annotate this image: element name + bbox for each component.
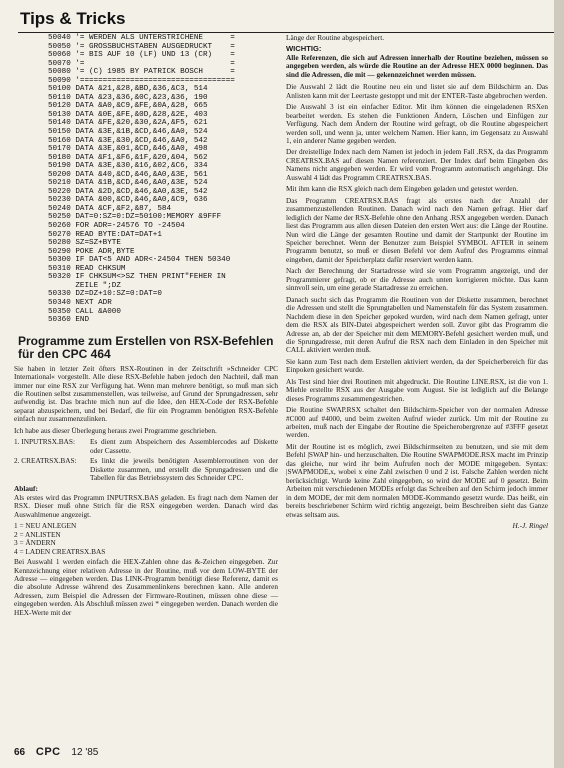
article-body-right bbox=[286, 34, 548, 530]
listing-line: 50320 IF CHKSUM<>SZ THEN PRINT"FEHER IN bbox=[48, 273, 226, 282]
listing-line: 50350 CALL &A000 bbox=[48, 307, 121, 316]
section-header bbox=[18, 6, 554, 33]
listing-line: 50190 DATA &3E,&30,&16,&02,&C6, 334 bbox=[48, 162, 208, 171]
article-title: Programme zum Erstellen von RSX-Befehlen für den CPC 464 bbox=[18, 333, 274, 361]
program-item-1 bbox=[14, 438, 278, 455]
listing-line: 50160 DATA &3E,&30,&CD,&46,&A0, 542 bbox=[48, 136, 208, 145]
menu-option: 1 = NEU ANLEGEN bbox=[14, 521, 77, 531]
paragraph: Danach sucht sich das Programm die Routinen von der Diskette zusammen, berechnet die Adressen und stellt die Sprungtabellen und Namenstafeln für das System zusammen. Nachdem diese in den Speicher gepoked wurden, wird nach dem Namen gefragt, unter dem die RSX als BIN-Datei abgespeichert werden soll. Zuvor gibt das Programm die Adresse an, ab der der Speicher mit dem MEMORY-Befehl gesichert werden muß, und die Sprungadresse, mit deren Aufruf die RSX nach dem Einladen in den Speicher mit CALL aktiviert werden muß. bbox=[286, 294, 548, 355]
listing-line: 50260 FOR ADR=-24576 TO -24504 bbox=[48, 222, 185, 231]
paragraph: Mit der Routine ist es möglich, zwei Bildschirmseiten zu benutzen, und sie mit dem Befehl |SWAP hin- und herzuschalten. Die Routine SWAPMODE.RSX macht im Prinzip das gleiche, nur wird ihr beim Aufrufen noch der MODE mitgegeben. Syntax: |SWAPMODE,x, wobei x eine Zahl zwischen 0 und 2 ist. Falsche Zahlen werden nicht berücksichtigt. Wurde keine Zahl eingegeben, so wird der MODE auf 0 gesetzt. Beim Arbeiten mit verschiedenen MODEs erfolgt das Schreiben auf den Schirm jedoch immer in dem MODE, der mit dem normalen MODE-Kommando gesetzt wurde. Das heißt, ein bereits beschriebener Schirm wird richtig angezeigt, beim Beschreiben sieht das Ganze etwas seltsam aus. bbox=[286, 441, 548, 519]
paragraph: Sie kann zum Test nach dem Erstellen aktiviert werden, da der Speicherbereich für das Einpoken gesichert wurde. bbox=[286, 356, 548, 375]
listing-line: 50090 '================================== bbox=[48, 76, 235, 85]
intro-paragraph-2: Ich habe aus dieser Überlegung heraus zwei Programme geschrieben. bbox=[14, 425, 217, 435]
listing-line: 50220 DATA &2D,&CD,&46,&A0,&3E, 542 bbox=[48, 187, 208, 196]
listing-line: 50180 DATA &F1,&F6,&1F,&20,&04, 562 bbox=[48, 153, 208, 162]
listing-line: 50080 '= (C) 1985 BY PATRICK BOSCH = bbox=[48, 68, 235, 77]
listing-line: 50140 DATA &FE,&20,&30,&2A,&F5, 621 bbox=[48, 119, 208, 128]
menu-option: 3 = ÄNDERN bbox=[14, 538, 56, 548]
right-start-paragraph: Länge der Routine abgespeichert. bbox=[286, 33, 385, 42]
left-end-paragraph: Bei Auswahl 1 werden einfach die HEX-Zahlen ohne das &-Zeichen eingegeben. Zur Kennzeichnung einer relativen Adresse in der Routine, muß vor dem LOW-BYTE der Adresse — eingegeben werden. Das LINK-Programm benötigt diese Referenz, damit es die absolute Adresse während des Zusammenlinkens berechnen kann. Alle anderen Adressen, zum Beispiel die Adressen der Firmware-Routinen, müssen ohne diese — eingegeben werden. Als Abschluß müssen zwei * eingegeben werden. Danach werden die HEX-Werte mit der bbox=[14, 557, 278, 617]
listing-line: 50210 DATA &1B,&CD,&46,&A0,&3E, 524 bbox=[48, 179, 208, 188]
paragraph: Nach der Berechnung der Startadresse wird sie vom Programm angezeigt, und der Programmierer gefragt, ob er die Adresse auch unten korrigieren möchte. Das kann sinnvoll sein, um eine gerade Startadresse zu erreichen. bbox=[286, 266, 548, 293]
listing-line: 50340 NEXT ADR bbox=[48, 298, 112, 307]
listing-line: 50240 DATA &CF,&F2,&87, 584 bbox=[48, 204, 172, 213]
basic-listing bbox=[48, 34, 278, 325]
listing-line: 50250 DAT=0:SZ=0:DZ=50100:MEMORY &9FFF bbox=[48, 213, 222, 222]
menu-list bbox=[14, 522, 278, 556]
listing-line: 50200 DATA &40,&CD,&46,&A0,&3E, 561 bbox=[48, 170, 208, 179]
paragraph: Als Test sind hier drei Routinen mit abgedruckt. Die Routine LINE.RSX, ist die von 1. Miehle erstellte RSX aus der Ausgabe vom August. Sie ist lediglich auf die Belange dieses Programms zusammengestrichen. bbox=[286, 376, 548, 403]
article-body-left bbox=[14, 365, 278, 618]
ablauf-heading: Ablauf: bbox=[14, 484, 38, 494]
program-item-key: 1. INPUTRSX.BAS: bbox=[14, 437, 76, 447]
listing-line: 50120 DATA &A0,&C9,&FE,&0A,&28, 665 bbox=[48, 102, 208, 111]
listing-line: 50330 DZ=DZ+10:SZ=0:DAT=0 bbox=[48, 290, 162, 299]
listing-line: 50300 IF DAT<5 AND ADR<-24504 THEN 50340 bbox=[48, 256, 231, 265]
ablauf-paragraph: Als erstes wird das Programm INPUTRSX.BAS geladen. Es fragt nach dem Namen der RSX. Dieser muß ohne Strich für die RSX eingegeben werden. Danach wird das Auswahlmenue angezeigt. bbox=[14, 492, 278, 519]
listing-line: 50070 '= = bbox=[48, 59, 235, 68]
paragraph: Die Routine SWAP.RSX schaltet den Bildschirm-Speicher von der normalen Adresse #C000 auf #4000, und beim zweiten Aufruf wieder zurück. Um mit der Routine zu arbeiten, muß nach der Eingabe der Routine die Speicherobergrenze auf #3FFF gesetzt werden. bbox=[286, 405, 548, 440]
listing-line: 50270 READ BYTE:DAT=DAT+1 bbox=[48, 230, 162, 239]
listing-line: 50170 DATA &3E,&01,&CD,&46,&A0, 498 bbox=[48, 145, 208, 154]
author-signature: H.-J. Ringel bbox=[512, 521, 548, 531]
paragraph: Die Auswahl 3 ist ein einfacher Editor. Mit ihm können die eingeladenen RSXen bearbeitet werden. Es stehen die Funktionen Ändern, Löschen und Einfügen zur Verfügung. Nach dem Ändern der Routine wird gefragt, ob die Routine abgespeichert werden soll, und wenn ja, unter welchem Namen. Hier kann, im Gegensatz zu Auswahl 1, ein anderer Name gegeben werden. bbox=[286, 102, 548, 145]
paragraph: Das Programm CREATRSX.BAS fragt als erstes nach der Anzahl der zusammenzustellenden Routinen. Danach wird nach den Namen gefragt. Hier darf lediglich der Name der RSX-Befehle ohne den Anhang .RSX angegeben werden. Danach liest das Programm aus allen diesen Dateien den ersten Wert aus: die Länge der Routine. Nun wird die Länge der gesamten Routine und damit der Startpunkt der Routine im Speicher berechnet. Wenn der Benutzer zum Beispiel SYMBOL AFTER in seinem Programm benutzt, so muß er diesen Befehl vor dem Aufruf des Programms einmal eingeben, damit der Speicherplatz dafür reserviert werden kann. bbox=[286, 195, 548, 264]
listing-line: 50310 READ CHKSUM bbox=[48, 264, 126, 273]
program-item-text: Es linkt die jeweils benötigten Assemblerroutinen von der Diskette zusammen, und erstellt die Sprungadressen und die Tabellen für das Betriebssystem des Schneider CPC. bbox=[90, 456, 278, 483]
program-item-text: Es dient zum Abspeichern des Assemblercodes auf Diskette oder Cassette. bbox=[90, 437, 278, 455]
page-number: 66 bbox=[14, 747, 26, 758]
listing-line: 50050 '= GROSSBUCHSTABEN AUSGEDRUCKT = bbox=[48, 42, 235, 51]
right-column bbox=[286, 34, 548, 530]
listing-line: 50150 DATA &3E,&1B,&CD,&46,&A0, 524 bbox=[48, 128, 208, 137]
listing-line: 50100 DATA &21,&28,&BD,&36,&C3, 514 bbox=[48, 85, 208, 94]
warning-heading: WICHTIG: bbox=[286, 44, 322, 54]
paragraph: Der dreistellige Index nach dem Namen ist jedoch in jedem Fall .RSX, da das Programm CREATRSX.BAS auf diesen Namen referenziert. Der Index darf beim Eingeben des Namens nicht angegeben werden. Er wird vom Programm automatisch angehängt. Die Auswahl 4 lädt das Programm CREATRSX.BAS. bbox=[286, 147, 548, 182]
magazine-logo: CPC bbox=[35, 746, 61, 758]
listing-line: 50130 DATA &0E,&FE,&0D,&28,&2E, 403 bbox=[48, 110, 208, 119]
program-item-key: 2. CREATRSX.BAS: bbox=[14, 456, 77, 466]
paragraph: Die Auswahl 2 lädt die Routine neu ein und listet sie auf dem Bildschirm an. Das Anlisten kann mit der Leertaste gestoppt und mit der ENTER-Taste abgebrochen werden. bbox=[286, 82, 548, 100]
section-title: Tips & Tricks bbox=[20, 9, 126, 28]
listing-line: 50290 POKE ADR,BYTE bbox=[48, 247, 135, 256]
listing-line: 50110 DATA &23,&36,&0C,&23,&36, 190 bbox=[48, 93, 208, 102]
left-column bbox=[14, 34, 278, 620]
page-edge-strip bbox=[554, 0, 564, 768]
menu-option: 2 = ANLISTEN bbox=[14, 529, 61, 539]
program-item-2 bbox=[14, 457, 278, 482]
listing-line: 50360 END bbox=[48, 316, 90, 325]
issue-date: 12 '85 bbox=[71, 747, 99, 758]
menu-option: 4 = LADEN CREATRSX.BAS bbox=[14, 546, 106, 556]
listing-line: 50280 SZ=SZ+BYTE bbox=[48, 239, 121, 248]
warning-text: Alle Referenzen, die sich auf Adressen innerhalb der Routine beziehen, müssen so angegeben werden, als würde die Routine an der Adresse HEX 0000 beginnen. Das sind die Adressen, die mit — gekennzeichnet werden müssen. bbox=[286, 52, 548, 79]
listing-line: 50040 '= WERDEN ALS UNTERSTRICHENE = bbox=[48, 34, 235, 42]
intro-paragraph: Sie haben in letzter Zeit öfters RSX-Routinen in der Zeitschrift »Schneider CPC International« vorgestellt. Alle diese RSX-Befehle haben jedoch den Nachteil, daß man immer nur eine RSX zur Verfügung hat. Wenn man mehrere benötigt, so muß man sich die Routinen selbst zusammenstellen, was teilweise, auf Grund der Sprungadressen, sehr aufwendig ist. Das brachte mich nun auf die Idee, den HEX-Code der RSX-Befehle separat abzuspeichern, und bei Bedarf, die für ein Programm benötigten RSX-Befehle einfach nur zusammenzulinken. bbox=[14, 363, 278, 424]
paragraph: Mit ihm kann die RSX gleich nach dem Eingeben geladen und getestet werden. bbox=[286, 184, 519, 194]
page-footer bbox=[14, 746, 98, 758]
listing-line: 50060 '= BIS AUF 10 (LF) UND 13 (CR) = bbox=[48, 51, 235, 60]
listing-line: 50230 DATA &00,&CD,&46,&A0,&C9, 636 bbox=[48, 196, 208, 205]
listing-line: ZEILE ";DZ bbox=[48, 281, 121, 290]
